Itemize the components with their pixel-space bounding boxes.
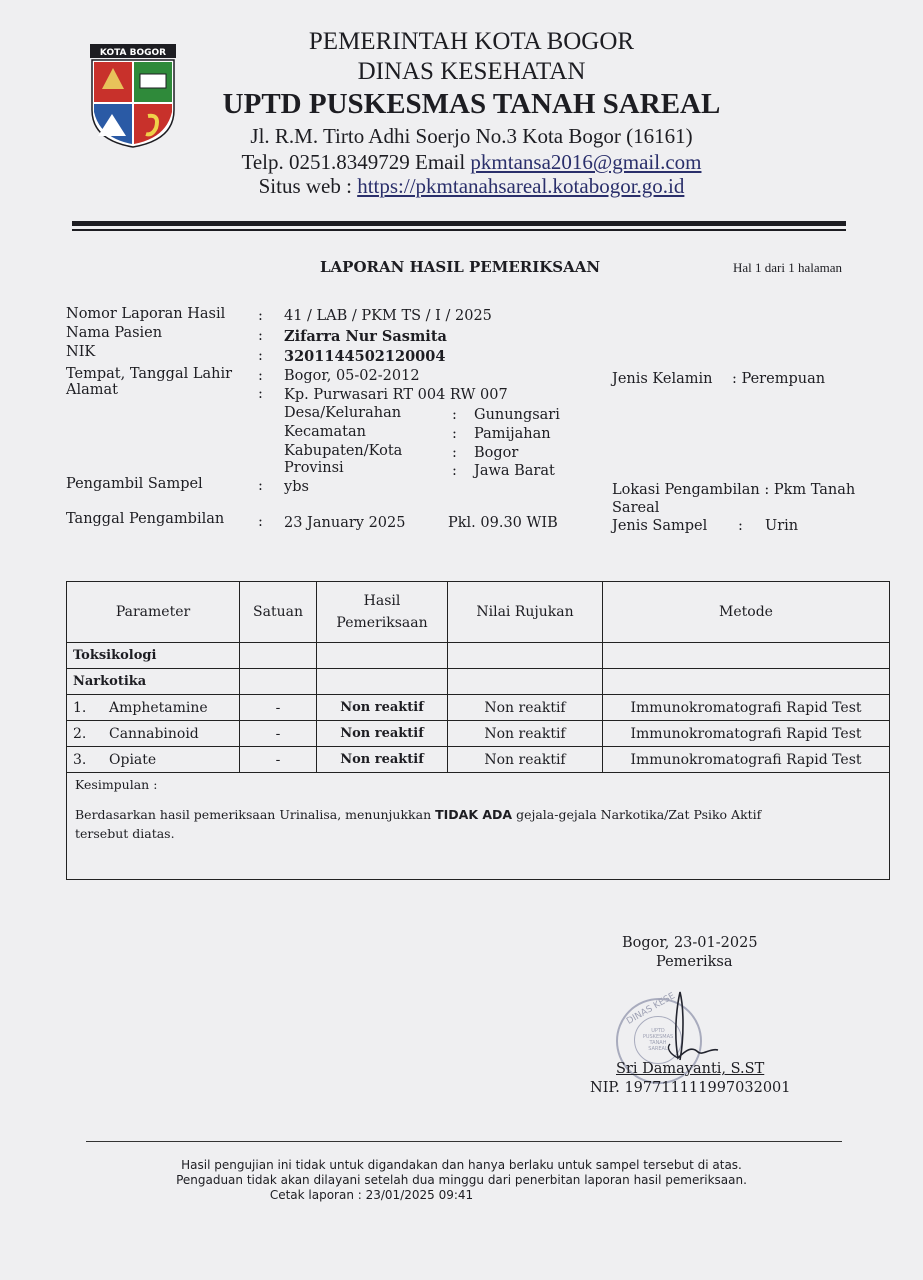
stamp-text: DINAS KESE (625, 991, 677, 1027)
report-number: 41 / LAB / PKM TS / I / 2025 (284, 308, 492, 324)
phone-text: Telp. 0251.8349729 Email (241, 150, 471, 174)
param-cell (67, 721, 240, 747)
row-number: 1. (73, 699, 87, 716)
kecamatan-value: Pamijahan (474, 426, 551, 442)
empty-cell (448, 643, 603, 669)
website-prefix: Situs web : (258, 174, 358, 198)
result-cell: Non reaktif (317, 747, 448, 773)
sample-type-label: Jenis Sampel (612, 518, 708, 534)
method-cell: Immunokromatografi Rapid Test (603, 721, 890, 747)
param-name: Amphetamine (109, 699, 208, 716)
provinsi-value: Jawa Barat (474, 463, 555, 479)
colon: : (258, 386, 263, 402)
group-toksikologi: Toksikologi (67, 643, 240, 669)
param-name: Cannabinoid (109, 725, 199, 742)
website-link[interactable]: https://pkmtanahsareal.kotabogor.go.id (357, 174, 685, 198)
table-row (67, 747, 890, 773)
patient-name: Zifarra Nur Sasmita (284, 328, 447, 345)
conclusion-text-c: tersebut diatas. (75, 826, 175, 841)
group-narkotika: Narkotika (67, 669, 240, 695)
conclusion-text-b: gejala-gejala Narkotika/Zat Psiko Aktif (512, 807, 762, 822)
institution-name: UPTD PUSKESMAS TANAH SAREAL (222, 88, 721, 120)
col-hasil (317, 582, 448, 643)
sample-type-value: Urin (765, 518, 799, 534)
conclusion-text-a: Berdasarkan hasil pemeriksaan Urinalisa, menunjukkan (75, 807, 436, 822)
footer-disclaimer-1: Hasil pengujian ini tidak untuk digandakan dan hanya berlaku untuk sampel tersebut di atas. (181, 1158, 742, 1172)
collection-time: Pkl. 09.30 WIB (448, 515, 558, 531)
method-cell: Immunokromatografi Rapid Test (603, 747, 890, 773)
col-hasil-line1: Hasil (363, 593, 401, 609)
report-title: LAPORAN HASIL PEMERIKSAAN (320, 258, 601, 276)
colon: : (452, 463, 457, 479)
report-number-label: Nomor Laporan Hasil (66, 306, 226, 322)
header-divider-thin (72, 229, 846, 231)
conclusion-label: Kesimpulan : (75, 777, 158, 792)
kabupaten-label: Kabupaten/Kota (284, 443, 403, 459)
param-name: Opiate (109, 751, 157, 768)
colon: : (738, 518, 743, 534)
address-label: Alamat (66, 382, 118, 398)
gender-value: : Perempuan (732, 371, 826, 387)
page-indicator: Hal 1 dari 1 halaman (733, 260, 843, 275)
col-hasil-line2: Pemeriksaan (336, 615, 428, 631)
birth-label: Tempat, Tanggal Lahir (66, 366, 233, 382)
birth-value: Bogor, 05-02-2012 (284, 368, 420, 384)
param-cell (67, 695, 240, 721)
handwritten-signature (640, 988, 740, 1068)
col-metode: Metode (603, 582, 890, 643)
desa-value: Gunungsari (474, 407, 560, 423)
header-divider-thick (72, 221, 846, 226)
unit-cell: - (240, 695, 317, 721)
colon: : (452, 445, 457, 461)
website-line (10, 174, 923, 199)
colon: : (258, 478, 263, 494)
table-row (67, 721, 890, 747)
result-cell: Non reaktif (317, 695, 448, 721)
collection-date-label: Tanggal Pengambilan (66, 511, 225, 527)
gov-name: PEMERINTAH KOTA BOGOR (308, 28, 635, 55)
conclusion-text (75, 807, 885, 822)
col-parameter: Parameter (67, 582, 240, 643)
nik-label: NIK (66, 344, 96, 360)
colon: : (258, 514, 263, 530)
location-label: Lokasi Pengambilan : Pkm Tanah (612, 482, 856, 498)
colon: : (258, 348, 263, 364)
row-number: 3. (73, 751, 87, 768)
method-cell: Immunokromatografi Rapid Test (603, 695, 890, 721)
row-number: 2. (73, 725, 87, 742)
reference-cell: Non reaktif (448, 747, 603, 773)
results-table (66, 581, 890, 773)
email-link[interactable]: pkmtansa2016@gmail.com (470, 150, 702, 174)
gender-label: Jenis Kelamin (612, 371, 713, 387)
signature-role: Pemeriksa (656, 954, 733, 970)
result-cell: Non reaktif (317, 721, 448, 747)
empty-cell (317, 643, 448, 669)
param-cell (67, 747, 240, 773)
col-rujukan: Nilai Rujukan (448, 582, 603, 643)
colon: : (258, 328, 263, 344)
collection-date: 23 January 2025 (284, 515, 406, 531)
reference-cell: Non reaktif (448, 721, 603, 747)
colon: : (452, 407, 457, 423)
empty-cell (317, 669, 448, 695)
unit-cell: - (240, 721, 317, 747)
table-row (67, 695, 890, 721)
nik-value: 3201144502120004 (284, 348, 446, 365)
empty-cell (240, 643, 317, 669)
conclusion-highlight: TIDAK ADA (435, 807, 513, 822)
empty-cell (603, 669, 890, 695)
kabupaten-value: Bogor (474, 445, 519, 461)
department-name: DINAS KESEHATAN (357, 58, 586, 85)
kecamatan-label: Kecamatan (284, 424, 366, 440)
table-header-row (67, 582, 890, 643)
sampler-value: ybs (284, 479, 309, 495)
patient-name-label: Nama Pasien (66, 325, 163, 341)
conclusion-box (66, 773, 890, 880)
table-group-row (67, 643, 890, 669)
table-group-row (67, 669, 890, 695)
footer-disclaimer-2: Pengaduan tidak akan dilayani setelah dua minggu dari penerbitan laporan hasil pemeriksaan. (176, 1173, 747, 1187)
institution-address: Jl. R.M. Tirto Adhi Soerjo No.3 Kota Bogor (16161) (250, 124, 693, 148)
colon: : (452, 426, 457, 442)
signer-nip: NIP. 197711111997032001 (590, 1080, 791, 1096)
logo-text: KOTA BOGOR (99, 48, 167, 58)
unit-cell: - (240, 747, 317, 773)
empty-cell (448, 669, 603, 695)
footer-divider (86, 1141, 842, 1142)
desa-label: Desa/Kelurahan (284, 405, 402, 421)
empty-cell (240, 669, 317, 695)
colon: : (258, 368, 263, 384)
signature-place-date: Bogor, 23-01-2025 (622, 935, 758, 951)
contact-line (10, 150, 923, 175)
provinsi-label: Provinsi (284, 460, 344, 476)
sampler-label: Pengambil Sampel (66, 476, 203, 492)
reference-cell: Non reaktif (448, 695, 603, 721)
footer-print-date: Cetak laporan : 23/01/2025 09:41 (269, 1188, 474, 1202)
stamp-small-text: UPTD PUSKESMAS TANAH SAREAL (642, 1028, 674, 1052)
location-value: Sareal (612, 500, 660, 516)
colon: : (258, 308, 263, 324)
signer-name: Sri Damayanti, S.ST (616, 1061, 765, 1077)
address-value: Kp. Purwasari RT 004 RW 007 (284, 387, 508, 403)
empty-cell (603, 643, 890, 669)
col-satuan: Satuan (240, 582, 317, 643)
